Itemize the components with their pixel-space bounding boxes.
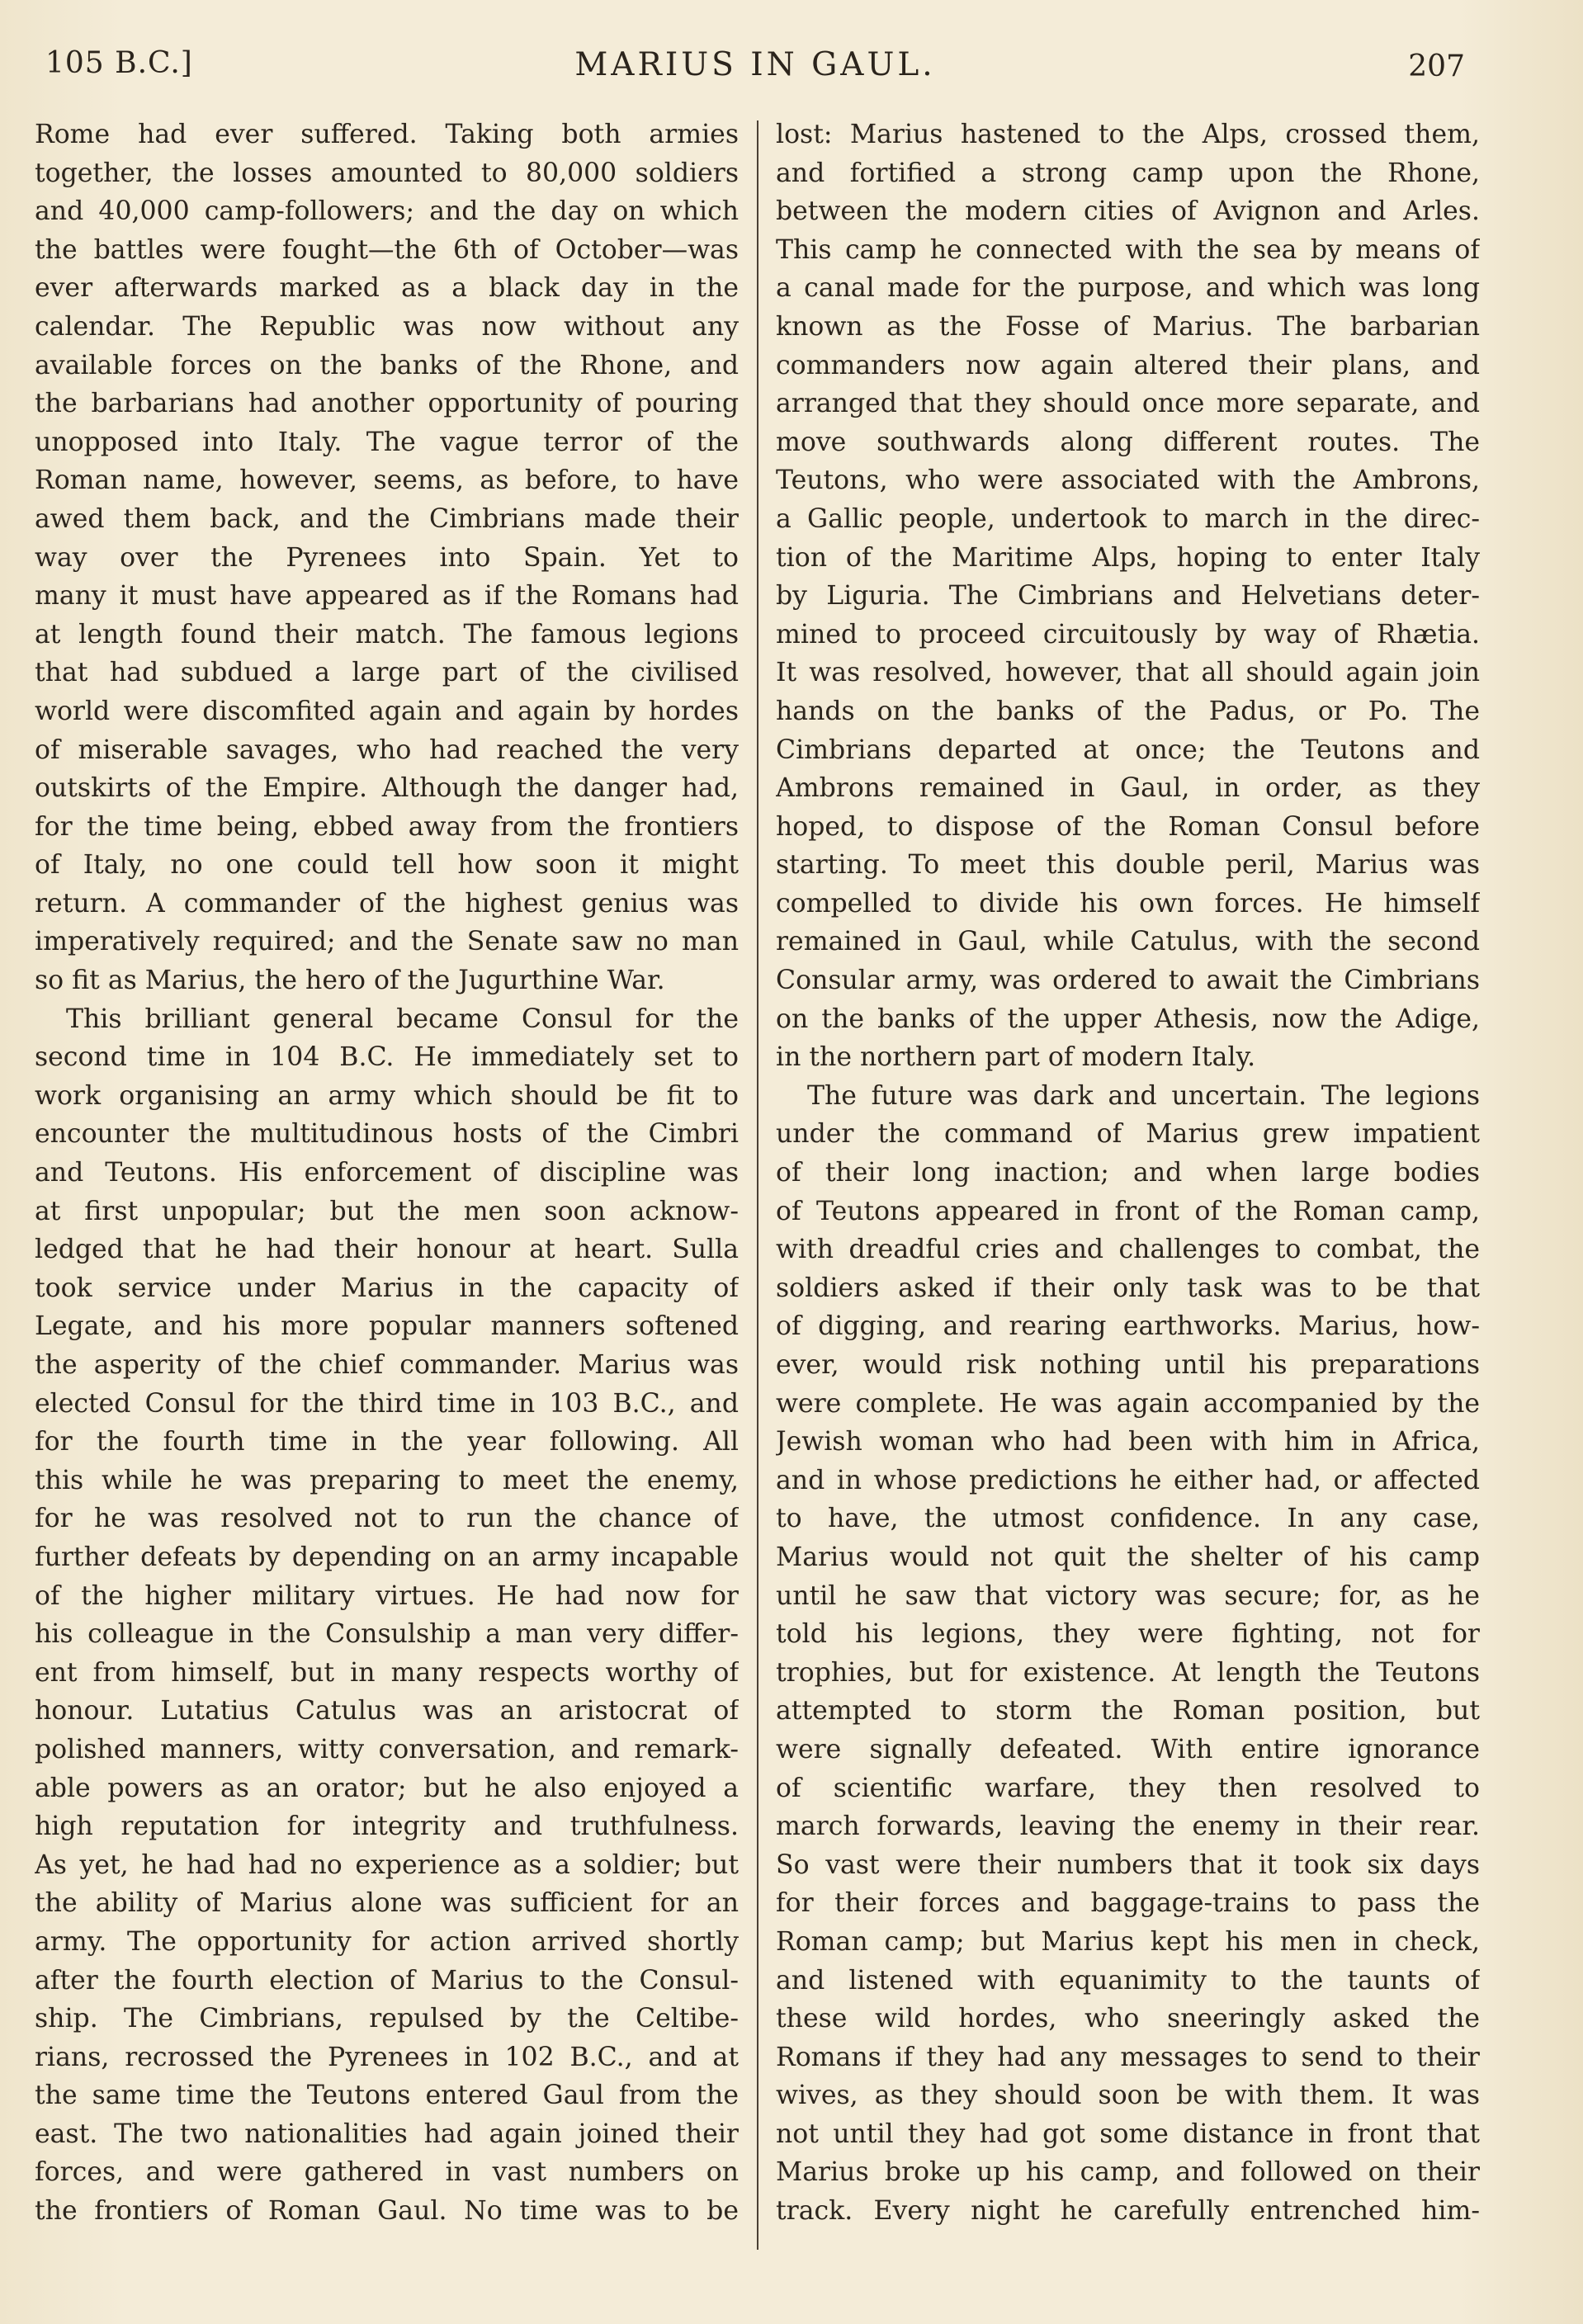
text-line: the ability of Marius alone was sufficient for an <box>35 1888 739 1919</box>
text-line: Legate, and his more popular manners softened <box>35 1311 739 1342</box>
text-line: this while he was preparing to meet the enemy, <box>35 1465 739 1495</box>
text-line: starting. To meet this double peril, Marius was <box>776 850 1480 881</box>
text-line: Marius broke up his camp, and followed on their <box>776 2157 1480 2188</box>
text-line: ever afterwards marked as a black day in the <box>35 273 739 304</box>
text-line: for he was resolved not to run the chance of <box>35 1504 739 1534</box>
text-line: at first unpopular; but the men soon acknow- <box>35 1196 739 1226</box>
text-line: mined to proceed circuitously by way of Rhætia. <box>776 619 1480 649</box>
text-line: It was resolved, however, that all should again join <box>776 658 1480 688</box>
text-line: The future was dark and uncertain. The legions <box>807 1080 1480 1111</box>
text-line: ever, would risk nothing until his preparations <box>776 1350 1480 1380</box>
text-line: for the time being, ebbed away from the frontiers <box>35 811 739 842</box>
text-line: not until they had got some distance in front that <box>776 2119 1480 2149</box>
text-line: were complete. He was again accompanied by the <box>776 1388 1480 1419</box>
text-line: were signally defeated. With entire ignorance <box>776 1734 1480 1764</box>
text-line: under the command of Marius grew impatient <box>776 1119 1480 1150</box>
text-line: these wild hordes, who sneeringly asked the <box>776 2004 1480 2034</box>
text-line: ent from himself, but in many respects worthy of <box>35 1657 739 1688</box>
text-line: and 40,000 camp-followers; and the day on which <box>35 196 739 227</box>
text-line: took service under Marius in the capacity of <box>35 1273 739 1303</box>
text-line: This brilliant general became Consul for the <box>66 1004 739 1034</box>
text-line: and Teutons. His enforcement of discipline was <box>35 1158 739 1188</box>
chapter-title: MARIUS IN GAUL. <box>574 46 936 83</box>
text-line: track. Every night he carefully entrenched him- <box>776 2196 1480 2227</box>
text-line: world were discomfited again and again by hordes <box>35 696 739 726</box>
text-line: Romans if they had any messages to send to their <box>776 2042 1480 2072</box>
text-line: ledged that he had their honour at heart. Sulla <box>35 1235 739 1265</box>
running-head <box>45 46 1465 96</box>
text-line: the same time the Teutons entered Gaul from the <box>35 2081 739 2111</box>
text-line: honour. Lutatius Catulus was an aristocrat of <box>35 1696 739 1726</box>
text-line: second time in 104 B.C. He immediately set to <box>35 1042 739 1073</box>
text-line: wives, as they should soon be with them. It was <box>776 2081 1480 2111</box>
text-line: Ambrons remained in Gaul, in order, as they <box>776 773 1480 804</box>
text-line: soldiers asked if their only task was to be that <box>776 1273 1480 1303</box>
text-line: unopposed into Italy. The vague terror of the <box>35 427 739 457</box>
text-line: compelled to divide his own forces. He himself <box>776 888 1480 919</box>
text-line: So vast were their numbers that it took six days <box>776 1849 1480 1880</box>
text-line: high reputation for integrity and truthfulness. <box>35 1811 739 1842</box>
text-line: of their long inaction; and when large bodies <box>776 1158 1480 1188</box>
text-line: Marius would not quit the shelter of his camp <box>776 1542 1480 1572</box>
text-line: that had subdued a large part of the civilised <box>35 658 739 688</box>
text-line: many it must have appeared as if the Romans had <box>35 581 739 612</box>
text-line: on the banks of the upper Athesis, now the Adige, <box>776 1004 1480 1034</box>
text-line: east. The two nationalities had again joined their <box>35 2119 739 2149</box>
text-line: for the fourth time in the year following. All <box>35 1427 739 1457</box>
text-line: available forces on the banks of the Rhone, and <box>35 350 739 380</box>
text-line: ship. The Cimbrians, repulsed by the Celtibe- <box>35 2004 739 2034</box>
text-line: between the modern cities of Avignon and Arles. <box>776 196 1480 227</box>
text-line: the frontiers of Roman Gaul. No time was to be <box>35 2196 739 2227</box>
text-line: rians, recrossed the Pyrenees in 102 B.C., and at <box>35 2042 739 2072</box>
text-line: outskirts of the Empire. Although the danger had, <box>35 773 739 804</box>
text-line: This camp he connected with the sea by means of <box>776 234 1480 265</box>
text-line: after the fourth election of Marius to the Consul- <box>35 1965 739 1996</box>
text-line: polished manners, witty conversation, and remark- <box>35 1734 739 1764</box>
text-line: imperatively required; and the Senate saw no man <box>35 927 739 957</box>
text-line: Consular army, was ordered to await the Cimbrians <box>776 966 1480 996</box>
text-line: further defeats by depending on an army incapable <box>35 1542 739 1572</box>
right-text-column <box>776 116 1480 2231</box>
text-line: lost: Marius hastened to the Alps, crossed them, <box>776 120 1480 149</box>
text-line: army. The opportunity for action arrived shortly <box>35 1926 739 1957</box>
text-line: of Italy, no one could tell how soon it might <box>35 850 739 881</box>
text-line: with dreadful cries and challenges to combat, the <box>776 1235 1480 1265</box>
text-line: the battles were fought—the 6th of October—was <box>35 234 739 265</box>
text-line: and listened with equanimity to the taunts of <box>776 1965 1480 1996</box>
text-line: until he saw that victory was secure; for, as he <box>776 1580 1480 1611</box>
text-line: of digging, and rearing earthworks. Marius, how- <box>776 1311 1480 1342</box>
left-text-column <box>35 116 739 2231</box>
text-line: able powers as an orator; but he also enjoyed a <box>35 1773 739 1803</box>
text-line: of the higher military virtues. He had now for <box>35 1580 739 1611</box>
text-line: Rome had ever suffered. Taking both armies <box>35 120 739 149</box>
text-line: in the northern part of modern Italy. <box>776 1042 1256 1073</box>
text-line: work organising an army which should be fit to <box>35 1080 739 1111</box>
text-line: told his legions, they were fighting, not for <box>776 1619 1480 1650</box>
text-line: a canal made for the purpose, and which was long <box>776 273 1480 304</box>
text-line: As yet, he had had no experience as a soldier; but <box>35 1849 739 1880</box>
text-line: awed them back, and the Cimbrians made their <box>35 503 739 534</box>
text-line: trophies, but for existence. At length the Teutons <box>776 1657 1480 1688</box>
text-line: remained in Gaul, while Catulus, with the second <box>776 927 1480 957</box>
text-line: Jewish woman who had been with him in Africa, <box>776 1427 1480 1457</box>
text-line: encounter the multitudinous hosts of the Cimbri <box>35 1119 739 1150</box>
text-line: at length found their match. The famous legions <box>35 619 739 649</box>
text-line: together, the losses amounted to 80,000 soldiers <box>35 158 739 188</box>
text-line: and in whose predictions he either had, or affected <box>776 1465 1480 1495</box>
text-line: march forwards, leaving the enemy in their rear. <box>776 1811 1480 1842</box>
text-line: arranged that they should once more separate, and <box>776 389 1480 419</box>
text-line: way over the Pyrenees into Spain. Yet to <box>35 542 739 573</box>
text-line: of miserable savages, who had reached the very <box>35 735 739 765</box>
text-line: of Teutons appeared in front of the Roman camp, <box>776 1196 1480 1226</box>
text-line: Teutons, who were associated with the Ambrons, <box>776 465 1480 496</box>
text-line: attempted to storm the Roman position, but <box>776 1696 1480 1726</box>
text-line: move southwards along different routes. The <box>776 427 1480 457</box>
text-line: calendar. The Republic was now without any <box>35 311 739 342</box>
text-line: return. A commander of the highest genius was <box>35 888 739 919</box>
text-line: elected Consul for the third time in 103 B.C., and <box>35 1388 739 1419</box>
page-number: 207 <box>1408 50 1465 83</box>
date-header: 105 B.C.] <box>45 46 193 80</box>
text-line: for their forces and baggage-trains to pass the <box>776 1888 1480 1919</box>
text-line: hoped, to dispose of the Roman Consul before <box>776 811 1480 842</box>
text-line: the asperity of the chief commander. Marius was <box>35 1350 739 1380</box>
text-line: by Liguria. The Cimbrians and Helvetians deter- <box>776 581 1480 612</box>
text-line: the barbarians had another opportunity of pouring <box>35 389 739 419</box>
text-line: so fit as Marius, the hero of the Jugurthine War. <box>35 966 665 996</box>
text-line: Roman camp; but Marius kept his men in check, <box>776 1926 1480 1957</box>
text-line: hands on the banks of the Padus, or Po. The <box>776 696 1480 726</box>
column-divider <box>757 120 758 2250</box>
text-line: Cimbrians departed at once; the Teutons and <box>776 735 1480 765</box>
text-line: of scientific warfare, they then resolved to <box>776 1773 1480 1803</box>
text-line: and fortified a strong camp upon the Rhone, <box>776 158 1480 188</box>
text-line: to have, the utmost confidence. In any case, <box>776 1504 1480 1534</box>
text-line: tion of the Maritime Alps, hoping to enter Italy <box>776 542 1480 573</box>
text-line: his colleague in the Consulship a man very differ- <box>35 1619 739 1650</box>
text-line: known as the Fosse of Marius. The barbarian <box>776 311 1480 342</box>
text-line: Roman name, however, seems, as before, to have <box>35 465 739 496</box>
text-line: commanders now again altered their plans, and <box>776 350 1480 380</box>
text-line: forces, and were gathered in vast numbers on <box>35 2157 739 2188</box>
text-line: a Gallic people, undertook to march in the direc- <box>776 503 1480 534</box>
